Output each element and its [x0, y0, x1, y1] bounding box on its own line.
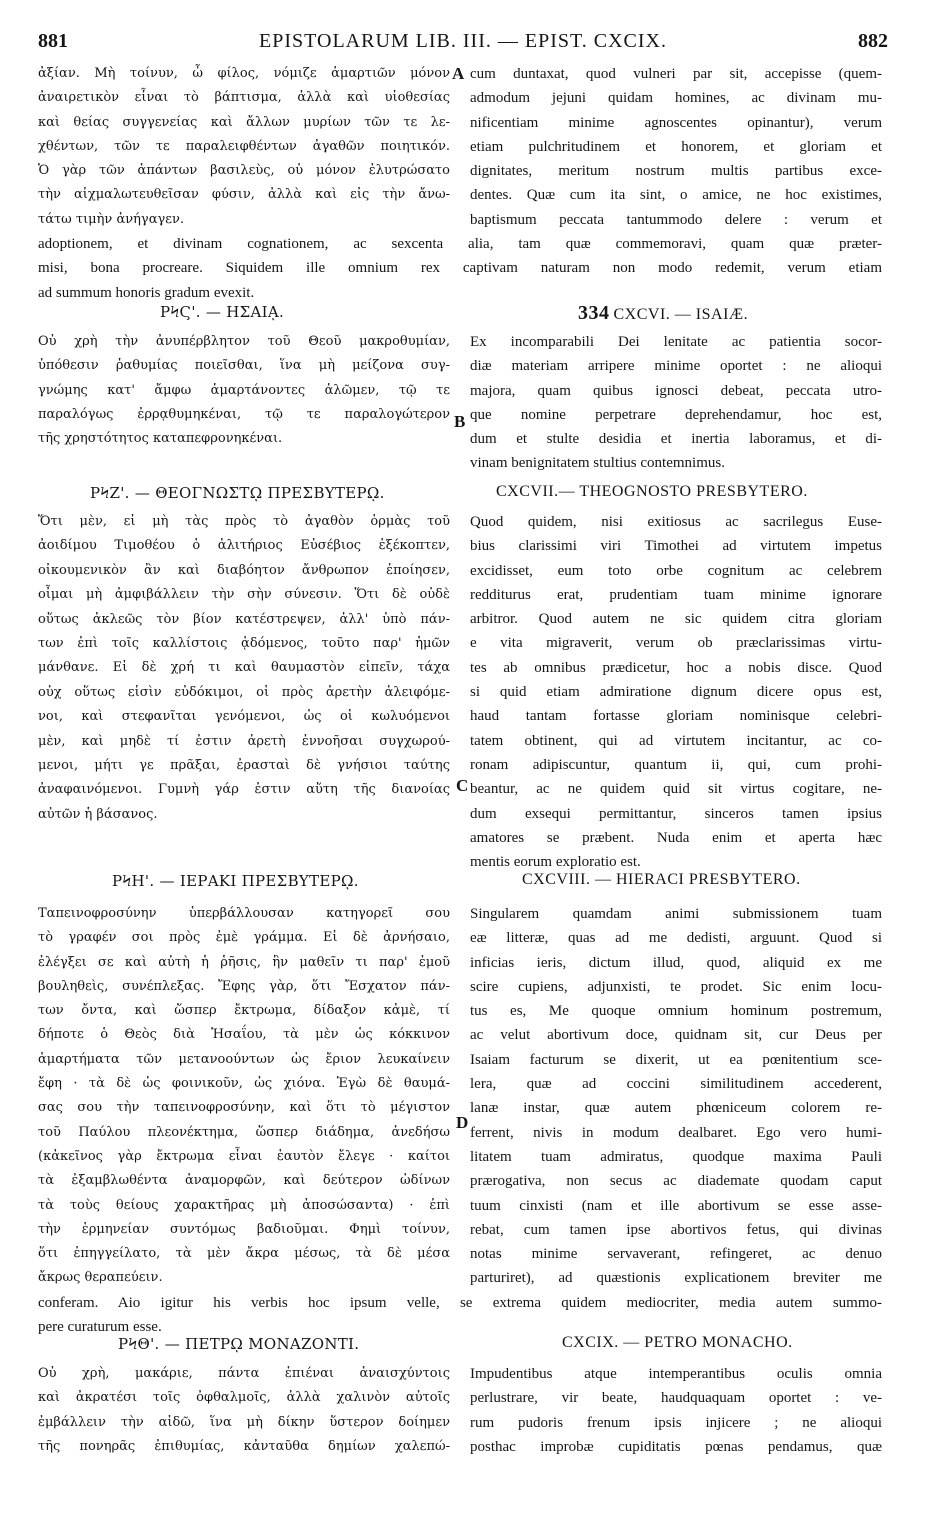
- top-latin-fullwidth: [38, 232, 882, 305]
- latin-letter-title-text: CXCVI. — ISAIÆ.: [613, 306, 749, 323]
- greek-letter-title: ΡϞΖ'. — ΘΕΟΓΝΩΣΤῼ ΠΡΕΣΒΥΤΕΡῼ.: [90, 484, 385, 502]
- text-line: βουληθεὶς, συνέπλεξας. Ἔφης γὰρ, ὅτι Ἔσχατον πάν-: [38, 978, 450, 994]
- text-line: baptismum peccata tantummodo delere : verum et: [470, 211, 882, 228]
- text-line: parturiret), ad quæstionis explicationem breviter me: [470, 1270, 882, 1287]
- text-line: Οὐ χρὴ, μακάριε, πάντα ἐπιέναι ἀναισχύντοις: [38, 1366, 450, 1381]
- text-line: dum et stulte desidia et inertia laboramus, et di-: [470, 431, 882, 448]
- text-line: mentis eorum exploratio est.: [470, 854, 641, 871]
- text-line: ferrent, nivis in modum dealbaret. Ego vero humi-: [470, 1124, 882, 1141]
- text-line: τὴν αἰχμαλωτευθεῖσαν φύσιν, ἀλλὰ καὶ εἰς τὴν ἄνω-: [38, 187, 450, 203]
- text-line: τὰ τοὺς θείους χαρακτῆρας μὴ ἀποσώσαντα) · ἐπὶ: [38, 1197, 450, 1213]
- text-line: majora, quam quibus ignosci debeat, peccata utro-: [470, 382, 882, 399]
- text-line: e vita migraverit, verum ob præclarissimas virtu-: [470, 635, 882, 652]
- text-line: ἀναιρετικὸν εἶναι τὸ βάπτισμα, ἀλλὰ καὶ υἱοθεσίας: [38, 90, 450, 106]
- running-title: EPISTOLARUM LIB. III. — EPIST. CXCIX.: [259, 30, 667, 52]
- text-line: τάτω τιμὴν ἀνήγαγεν.: [38, 211, 185, 227]
- text-line: ἁμαρτήματα τῶν μετανοούντων ὡς ἔριον λευκαίνειν: [38, 1051, 450, 1067]
- text-line: tes ab omnibus prædicetur, hoc a nobis disce. Quod: [470, 659, 882, 676]
- text-line: inficias ieris, dictum illud, quod, aliquid ex me: [470, 954, 882, 971]
- top-greek-text: [38, 62, 450, 232]
- text-line: amatores se præbent. Nuda enim et aperta hæc: [470, 829, 882, 846]
- text-line: prærogativa, non secus ac diademate quodam caput: [470, 1173, 882, 1190]
- text-line: lanæ instar, quæ autem phœniceum colorem re-: [470, 1100, 882, 1117]
- column-number: 334: [578, 302, 610, 324]
- text-line: τοῦ Παύλου πλεονέκτημα, ὥσπερ διάδημα, ἀνεδήσω: [38, 1124, 450, 1140]
- page-number-left: 881: [38, 30, 68, 52]
- text-line: etiam pulchritudinem et honorem, et gloriam et: [470, 138, 882, 155]
- text-line: ἀξίαν. Μὴ τοίνυν, ὦ φίλος, νόμιζε ἁμαρτιῶν μόνον: [38, 66, 450, 81]
- text-line: οἰκουμενικὸν ἂν καὶ διαβόητον ἄνθρωπον ἐποίησεν,: [38, 562, 450, 578]
- text-line: Ὁ γὰρ τῶν ἁπάντων βασιλεὺς, οὐ μόνον ἐλυτρώσατο: [38, 163, 450, 179]
- text-line: τὴν ἑρμηνείαν συντόμως βαδιοῦμαι. Φημὶ τοίνυν,: [38, 1221, 450, 1237]
- text-line: ad summum honoris gradum evexit.: [38, 284, 255, 301]
- text-line: litatem tuam admiratus, quodque maxima Pauli: [470, 1148, 882, 1165]
- text-line: οἶμαι μὴ ἀμφιβάλλειν τὴν σὴν σύνεσιν. Ὅτι δὲ οὐδὲ: [38, 587, 450, 603]
- greek-letter-title: ΡϞΘ'. — ΠΕΤΡῼ ΜΟΝΑΖΟΝΤΙ.: [118, 1335, 360, 1353]
- text-line: conferam. Aio igitur his verbis hoc ipsum velle, se extrema quidem mediocriter, media autem summo-: [38, 1295, 882, 1311]
- text-line: οὕτως ἀκλεῶς τὸν βίον κατέστρεψεν, ἀλλ' ὑπὸ πάν-: [38, 611, 450, 627]
- text-line: ἀοιδίμου Τιμοθέου ὁ ἀλιτήριος Εὐσέβιος ἐξέκοπτεν,: [38, 538, 450, 554]
- text-line: των ἐπὶ τοῖς καλλίστοις ᾀδόμενος, τοῦτο παρ' ἡμῶν: [38, 636, 450, 652]
- text-line: ἀναφαινόμενοι. Γυμνὴ γάρ ἐστιν αὕτη τῆς διανοίας: [38, 782, 450, 798]
- latin-letter-body: [470, 1362, 882, 1459]
- latin-letter-body: [470, 330, 882, 476]
- text-line: dentes. Quæ cum ita sint, o amice, ne hoc existimes,: [470, 187, 882, 204]
- text-line: beantur, ac ne quidem quid sit virtus cogitare, ne-: [470, 781, 882, 798]
- text-line: notas minime servaverant, refingeret, ac denuo: [470, 1246, 882, 1263]
- text-line: μάνθανε. Εἰ δὲ χρή τι καὶ θαυμαστὸν εἰπεῖν, τάχα: [38, 660, 450, 676]
- latin-letter-body: [470, 510, 882, 874]
- text-line: cum duntaxat, quod vulneri par sit, accepisse (quem-: [470, 66, 882, 82]
- text-line: τῆς χρηστότητος καταπεφρονηκέναι.: [38, 431, 283, 447]
- text-line: rebat, cum tamen ipse abortivos fetus, qui divinas: [470, 1221, 882, 1238]
- greek-letter-title: ΡϞϚ'. — ΗΣΑΙᾼ.: [160, 303, 285, 321]
- text-line: redditurus erat, prudentiam tuam minime ignorare: [470, 586, 882, 603]
- text-line: Ex incomparabili Dei lenitate ac patientia socor-: [470, 334, 882, 350]
- text-line: τὰ ἐξαμβλωθέντα ἀναμορφῶν, καὶ δεύτερον ὠδίνων: [38, 1173, 450, 1189]
- text-line: pere curaturum esse.: [38, 1319, 162, 1336]
- text-line: δήποτε ὁ Θεὸς διὰ Ἡσαΐου, τὰ μὲν ὡς κόκκινον: [38, 1027, 450, 1043]
- text-line: παραλόγως ἐρρᾳθυμηκέναι, τῷ τε παραλογώτερον: [38, 406, 450, 422]
- text-line: Isaiam facturum se dixerit, ut ea pœnitentium sce-: [470, 1051, 882, 1068]
- text-line: ἔφη · τὰ δὲ ὡς φοινικοῦν, ὡς χιόνα. Ἐγὼ δὲ θαυμά-: [38, 1076, 450, 1092]
- text-line: αὐτῶν ἡ βάσανος.: [38, 806, 158, 822]
- greek-letter-body: [38, 330, 450, 451]
- text-line: misi, bona procreare. Siquidem ille omnium rex captivam naturam non modo redemit, verum etiam: [38, 260, 882, 277]
- text-line: haud tantam fortasse gloriam nominisque celebri-: [470, 708, 882, 725]
- text-line: tus es, Me quoque omnium hominum postremum,: [470, 1003, 882, 1020]
- text-line: excidisset, eum toto orbe cognitum ac celebrem: [470, 562, 882, 579]
- text-line: bius clarissimi viri Timothei ad virtutem impetus: [470, 538, 882, 555]
- text-line: Quod quidem, nisi exitiosus ac sacrilegus Euse-: [470, 514, 882, 530]
- running-header: [38, 30, 888, 56]
- text-line: μὲν, καὶ μηδὲ τί ἐστιν ἀρετὴ ἐννοῆσαι συγχωρού-: [38, 733, 450, 749]
- text-line: rum pudoris frenum ipsis injicere ; ne alioqui: [470, 1414, 882, 1431]
- page-number-right: 882: [858, 30, 888, 52]
- text-line: Οὐ χρὴ τὴν ἀνυπέρβλητον τοῦ Θεοῦ μακροθυμίαν,: [38, 334, 450, 349]
- text-line: ac velut abortivum doce, quidnam sit, cur Deus per: [470, 1027, 882, 1044]
- margin-mark: D: [456, 1113, 469, 1132]
- text-line: si quid etiam admiratione dignum dicere opus est,: [470, 684, 882, 701]
- text-line: τῆς πονηρᾶς ἐπιθυμίας, κἀνταῦθα δημίων χαλεπώ-: [38, 1438, 450, 1454]
- text-line: σας σου τὴν ταπεινοφροσύνην, καὶ ὅτι τὸ μέγιστον: [38, 1100, 450, 1116]
- text-line: τὸ γραφέν σοι πρὸς ἐμὲ γράμμα. Εἰ δὲ ἀρνήσαιο,: [38, 930, 450, 946]
- latin-letter-title: CXCVII.— THEOGNOSTO PRESBYTERO.: [496, 483, 808, 500]
- text-line: χθέντων, τῶν τε παραλειφθέντων ἀγαθῶν ποιητικόν.: [38, 138, 450, 154]
- greek-letter-body: [38, 1362, 450, 1459]
- text-line: adoptionem, et divinam cognationem, ac sexcenta alia, tam quæ commemoravi, quam quæ præter-: [38, 236, 882, 252]
- latin-letter-title: [578, 302, 748, 325]
- text-line: diæ materiam arripere minime oportet : ne alioqui: [470, 358, 882, 375]
- text-line: οὐχ οὕτως εἰσὶν εὐδόκιμοι, οἱ πρὸς ἀρετὴν ἀλειφόμε-: [38, 684, 450, 700]
- top-latin-text: [470, 62, 882, 232]
- text-line: dignitates, meritum nostrum multis partibus exce-: [470, 163, 882, 180]
- text-line: των ὄντα, καὶ ὥσπερ ἔκτρωμα, δίδαξον κἀμὲ, τί: [38, 1003, 450, 1019]
- text-line: tuum cinxisti (nam et ille abortivum se esse asse-: [470, 1197, 882, 1214]
- text-line: Impudentibus atque intemperantibus oculis omnia: [470, 1366, 882, 1382]
- margin-mark: B: [454, 412, 466, 431]
- text-line: ronam adipiscuntur, quantum ii, qui, cum prohi-: [470, 756, 882, 773]
- text-line: perlustrare, vir beate, haudquaquam oportet : ve-: [470, 1390, 882, 1407]
- text-line: ἐμβάλλειν τὴν αἰδῶ, ἵνα μὴ δίκην ὕστερον δοίημεν: [38, 1414, 450, 1430]
- text-line: tatem obtinent, qui ad virtutem incitantur, ac co-: [470, 732, 882, 749]
- text-line: eæ litteræ, quas ad me dedisti, arguunt. Quod si: [470, 930, 882, 947]
- text-line: μενοι, μήτι γε πρᾶξαι, ἐρασταὶ δὲ γνήσιοι ταύτης: [38, 758, 450, 774]
- text-line: scire cupiens, adjunxisti, te prodet. Sic enim locu-: [470, 978, 882, 995]
- text-line: dum exsequi permittantur, sinceros tamen ipsius: [470, 805, 882, 822]
- text-line: admodum jejuni quidam homines, ac divinam mu-: [470, 90, 882, 107]
- greek-letter-body: [38, 902, 450, 1291]
- text-line: ὑπόθεσιν ῥαθυμίας ποιεῖσθαι, ἵνα μὴ μείζονα συγ-: [38, 358, 450, 374]
- greek-letter-title: ΡϞΗ'. — ΙΕΡΑΚΙ ΠΡΕΣΒΥΤΕΡῼ.: [112, 872, 359, 890]
- greek-letter-body: [38, 510, 450, 827]
- text-line: lera, quæ ad coccini similitudinem accederent,: [470, 1076, 882, 1093]
- text-line: vinam benignitatem stultius contemnimus.: [470, 455, 725, 472]
- text-line: ἄκρως θεραπεύειν.: [38, 1270, 163, 1286]
- text-line: Ταπεινοφροσύνην ὑπερβάλλουσαν κατηγορεῖ σου: [38, 906, 450, 921]
- text-line: καὶ θείας συγγενείας καὶ ἄλλων μυρίων τῶν τε λε-: [38, 114, 450, 130]
- text-line: posthac improbæ cupiditatis pœnas pendamus, quæ: [470, 1438, 882, 1455]
- text-line: Singularem quamdam animi submissionem tuam: [470, 906, 882, 922]
- text-line: ὅτι ἐπηγγείλατο, τὰ μὲν ἄκρα μέσως, τὰ δὲ μέσα: [38, 1246, 450, 1262]
- text-line: ἐλέγξει σε καὶ αὐτὴ ἡ ῥῆσις, ἣν μαθεῖν τι παρ' ἐμοῦ: [38, 954, 450, 970]
- latin-fullwidth-text: [38, 1291, 882, 1340]
- margin-mark: C: [456, 776, 469, 795]
- text-line: Ὅτι μὲν, εἰ μὴ τὰς πρὸς τὸ ἀγαθὸν ὁρμὰς τοῦ: [38, 514, 450, 529]
- latin-letter-body: [470, 902, 882, 1291]
- latin-letter-title: CXCVIII. — HIERACI PRESBYTERO.: [522, 871, 801, 888]
- text-line: nificentiam minime agnoscentes opinantur), verum: [470, 114, 882, 131]
- text-line: que nomine perpetrare deprehendamur, hoc est,: [470, 406, 882, 423]
- margin-mark: A: [452, 64, 465, 83]
- text-line: arbitror. Quod autem ne sic quidem citra gloriam: [470, 611, 882, 628]
- text-line: γνώμης κατ' ἄμφω ἁμαρτάνοντες ἁλῶμεν, τῷ τε: [38, 382, 450, 398]
- text-line: νοι, καὶ στεφανῖται γενόμενοι, ὡς οἱ κωλυόμενοι: [38, 709, 450, 725]
- text-line: καὶ ἀκρατέσι τοῖς ὀφθαλμοῖς, ἀλλὰ χαλινὸν αὐτοῖς: [38, 1390, 450, 1406]
- text-line: (κἀκεῖνος γὰρ ἔκτρωμα εἶναι ἑαυτὸν ἔλεγε · καίτοι: [38, 1148, 450, 1164]
- latin-letter-title: CXCIX. — PETRO MONACHO.: [562, 1334, 793, 1351]
